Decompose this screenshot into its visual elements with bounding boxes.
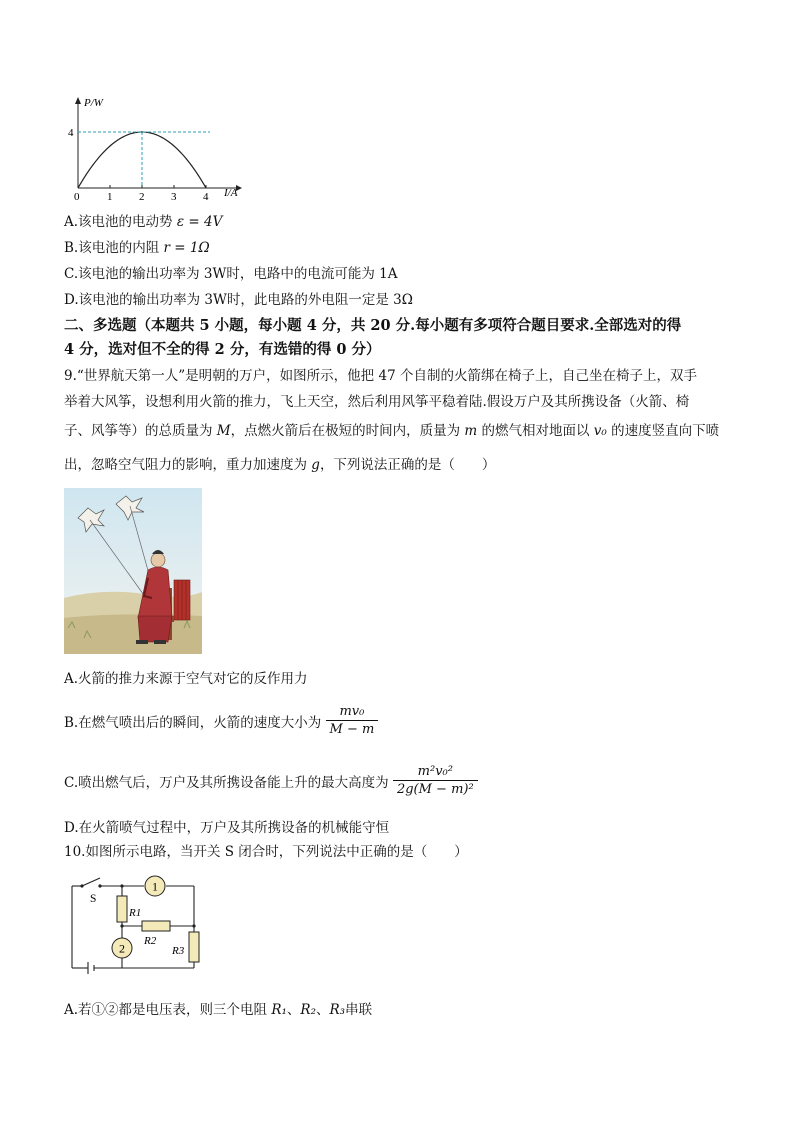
text: ，下列说法正确的是（ ） bbox=[319, 457, 496, 473]
x-tick-label-1: 1 bbox=[107, 191, 113, 202]
fraction-denominator: M − m bbox=[326, 720, 379, 738]
var-m: m bbox=[460, 423, 482, 439]
fraction-numerator: mv₀ bbox=[339, 704, 365, 719]
option-text: D.该电池的输出功率为 3W时，此电路的外电阻一定是 3Ω bbox=[64, 292, 413, 308]
section-heading-line2: 4 分，选对但不全的得 2 分，有选错的得 0 分） bbox=[64, 341, 381, 358]
x-tick-label-3: 3 bbox=[171, 191, 177, 202]
q10-stem: 10.如图所示电路，当开关 S 闭合时，下列说法中正确的是（ ） bbox=[64, 844, 468, 860]
text: 的燃气相对地面以 bbox=[481, 423, 590, 439]
q9-option-d: D.在火箭喷气过程中，万户及其所携设备的机械能守恒 bbox=[64, 820, 390, 836]
switch-label: S bbox=[90, 893, 97, 905]
r1-label: R1 bbox=[129, 907, 142, 919]
fraction-numerator: m²v₀² bbox=[417, 764, 453, 779]
separator: 、 bbox=[286, 1002, 301, 1018]
q9-stem-line4 bbox=[64, 455, 495, 475]
velocity-fraction bbox=[326, 704, 379, 738]
height-fraction bbox=[393, 764, 478, 798]
q8-option-b bbox=[64, 238, 210, 258]
x-tick-label-0: 0 bbox=[74, 191, 80, 202]
meter-2-label: 2 bbox=[119, 941, 125, 956]
q9-option-c bbox=[64, 764, 478, 798]
fraction-denominator: 2g(M − m)² bbox=[393, 780, 478, 798]
circuit-diagram bbox=[66, 872, 206, 976]
option-text: C.喷出燃气后，万户及其所携设备能上升的最大高度为 bbox=[64, 775, 389, 791]
text: ，点燃火箭后在极短的时间内，质量为 bbox=[230, 423, 461, 439]
x-axis-label: I/A bbox=[224, 187, 238, 199]
q8-option-c bbox=[64, 264, 398, 284]
q9-stem-line2: 举着大风筝，设想利用火箭的推力，飞上天空，然后利用风筝平稳着陆.假设万户及其所携设备（火箭、椅 bbox=[64, 394, 690, 410]
q10-option-a bbox=[64, 1000, 372, 1020]
var-r3: R₃ bbox=[329, 1002, 346, 1018]
text: 子、风筝等）的总质量为 bbox=[64, 423, 213, 439]
option-math: ε = 4V bbox=[172, 214, 223, 230]
text: 的速度竖直向下喷 bbox=[611, 423, 720, 439]
var-g: g bbox=[307, 457, 320, 473]
option-text: B.在燃气喷出后的瞬间，火箭的速度大小为 bbox=[64, 715, 322, 731]
resistor-r2 bbox=[142, 921, 170, 931]
var-r2: R₂ bbox=[300, 1002, 316, 1018]
section-heading-line1: 二、多选题（本题共 5 小题，每小题 4 分，共 20 分.每小题有多项符合题目要求.全部选对的得 bbox=[64, 317, 682, 334]
var-r1: R₁ bbox=[267, 1002, 287, 1018]
q8-option-a bbox=[64, 212, 222, 232]
var-v0: v₀ bbox=[589, 423, 612, 439]
option-tail: 串联 bbox=[345, 1002, 373, 1018]
wanhu-illustration-drawing bbox=[64, 488, 202, 654]
y-tick-label-4: 4 bbox=[68, 127, 74, 139]
power-current-graph bbox=[60, 92, 260, 202]
option-text: B.该电池的内阻 bbox=[64, 240, 160, 256]
r2-label: R2 bbox=[144, 935, 157, 947]
wanhu-rocket-chair-illustration bbox=[64, 488, 202, 654]
q9-stem-line1: 9.“世界航天第一人”是明朝的万户，如图所示，他把 47 个自制的火箭绑在椅子上，自己坐在椅子上，双手 bbox=[64, 368, 697, 384]
y-axis-arrow bbox=[75, 97, 81, 104]
q9-option-a: A.火箭的推力来源于空气对它的反作用力 bbox=[64, 671, 308, 687]
option-text: A.该电池的电动势 bbox=[64, 214, 173, 230]
resistor-r3 bbox=[189, 932, 199, 962]
resistor-r1 bbox=[117, 896, 127, 922]
x-tick-label-4: 4 bbox=[203, 191, 209, 202]
x-tick-label-2: 2 bbox=[139, 191, 145, 202]
q9-stem-line3 bbox=[64, 421, 719, 441]
q9-option-b bbox=[64, 704, 378, 738]
option-text: A.若①②都是电压表，则三个电阻 bbox=[64, 1002, 268, 1018]
q8-option-d bbox=[64, 290, 413, 310]
text: 出，忽略空气阻力的影响，重力加速度为 bbox=[64, 457, 307, 473]
y-axis-label: P/W bbox=[84, 97, 103, 109]
option-text: C.该电池的输出功率为 3W时，电路中的电流可能为 1A bbox=[64, 266, 398, 282]
r3-label: R3 bbox=[172, 945, 185, 957]
option-math: r = 1Ω bbox=[159, 240, 210, 256]
separator: 、 bbox=[316, 1002, 330, 1018]
meter-1-label: 1 bbox=[152, 879, 158, 894]
var-M: M bbox=[212, 423, 231, 439]
